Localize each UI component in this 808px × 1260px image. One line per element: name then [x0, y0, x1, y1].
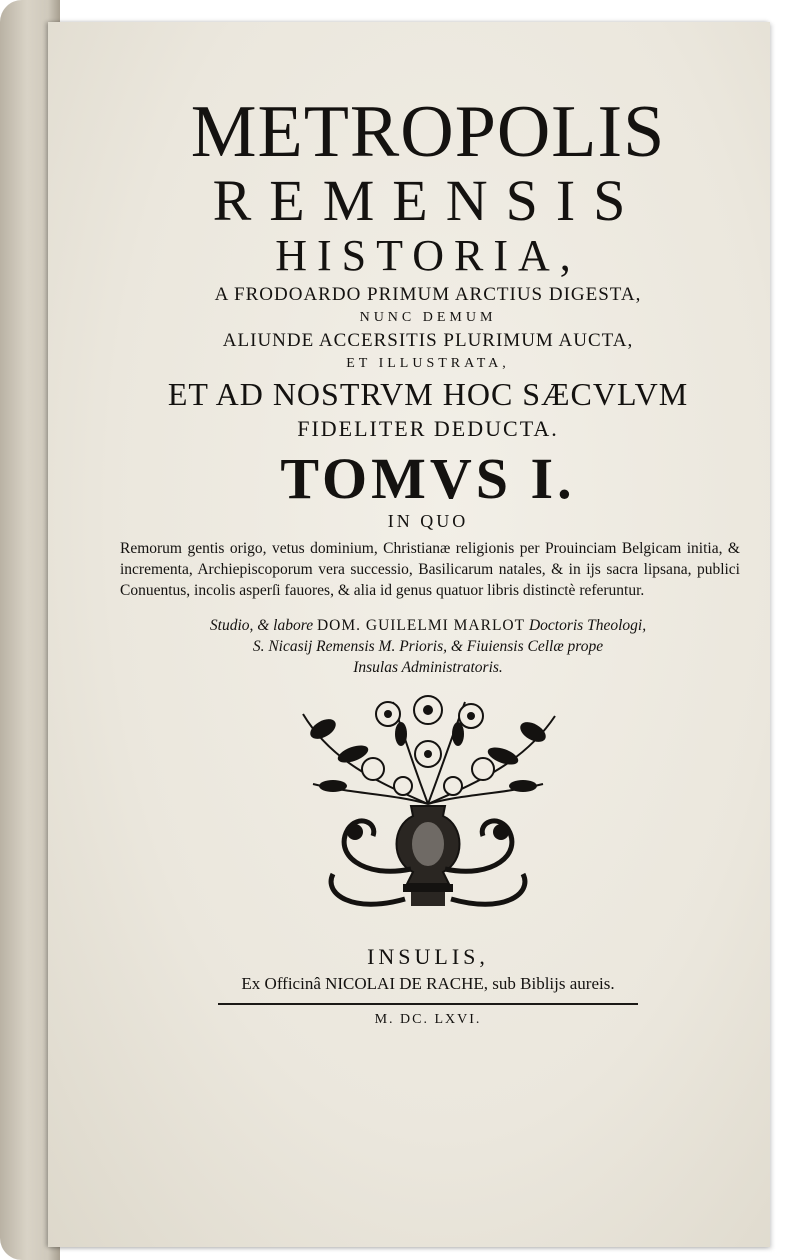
credit-studio: Studio, & labore: [209, 617, 314, 634]
imprint-place: INSULIS,: [367, 944, 489, 969]
title-leaf: [48, 22, 770, 1247]
imprint-rule: [218, 1003, 638, 1005]
in-quo-line: IN QUO: [387, 511, 469, 531]
author-credit-line-3: Insulas Administratoris.: [353, 659, 503, 676]
subtitle-line-4: ET ILLUSTRATA,: [346, 356, 510, 371]
author-credit-line-2: S. Nicasij Remensis M. Prioris, & Fiuiensis Cellæ prope: [252, 638, 604, 655]
subtitle-line-1: A FRODOARDO PRIMUM ARCTIUS DIGESTA,: [214, 284, 642, 305]
contents-summary: Remorum gentis origo, vetus dominium, Christianæ religionis per Prouinciam Belgicam initia, & incrementa, Archiepiscoporum vera successio, Basilicarum natales, & in ijs sacra lipsana, publici Conuentus, incolis asperſi fauores, & alia id genus quatuor libris distinctè referuntur.: [120, 540, 740, 599]
credit-title: Doctoris Theologi,: [528, 617, 647, 634]
subtitle-line-6: FIDELITER DEDUCTA.: [297, 416, 559, 441]
title-line-3: HISTORIA,: [275, 231, 581, 280]
author-name: DOM. GUILELMI MARLOT: [316, 617, 526, 634]
subtitle-line-5: ET AD NOSTRVM HOC SÆCVLVM: [167, 376, 689, 412]
subtitle-line-3: ALIUNDE ACCERSITIS PLURIMUM AUCTA,: [222, 330, 634, 351]
title-line-2: REMENSIS: [212, 168, 644, 233]
subtitle-line-2: NUNC DEMUM: [359, 310, 497, 325]
flower-vase-woodcut-icon: [293, 694, 563, 919]
title-page-text: [108, 92, 748, 1029]
title-line-1: METROPOLIS: [190, 91, 666, 173]
author-credit-line-1: [108, 615, 748, 636]
imprint-date: M. DC. LXVI.: [374, 1012, 482, 1027]
volume-heading: TOMVS I.: [280, 446, 576, 511]
imprint-printer: Ex Officinâ NICOLAI DE RACHE, sub Biblijs aureis.: [241, 974, 615, 993]
